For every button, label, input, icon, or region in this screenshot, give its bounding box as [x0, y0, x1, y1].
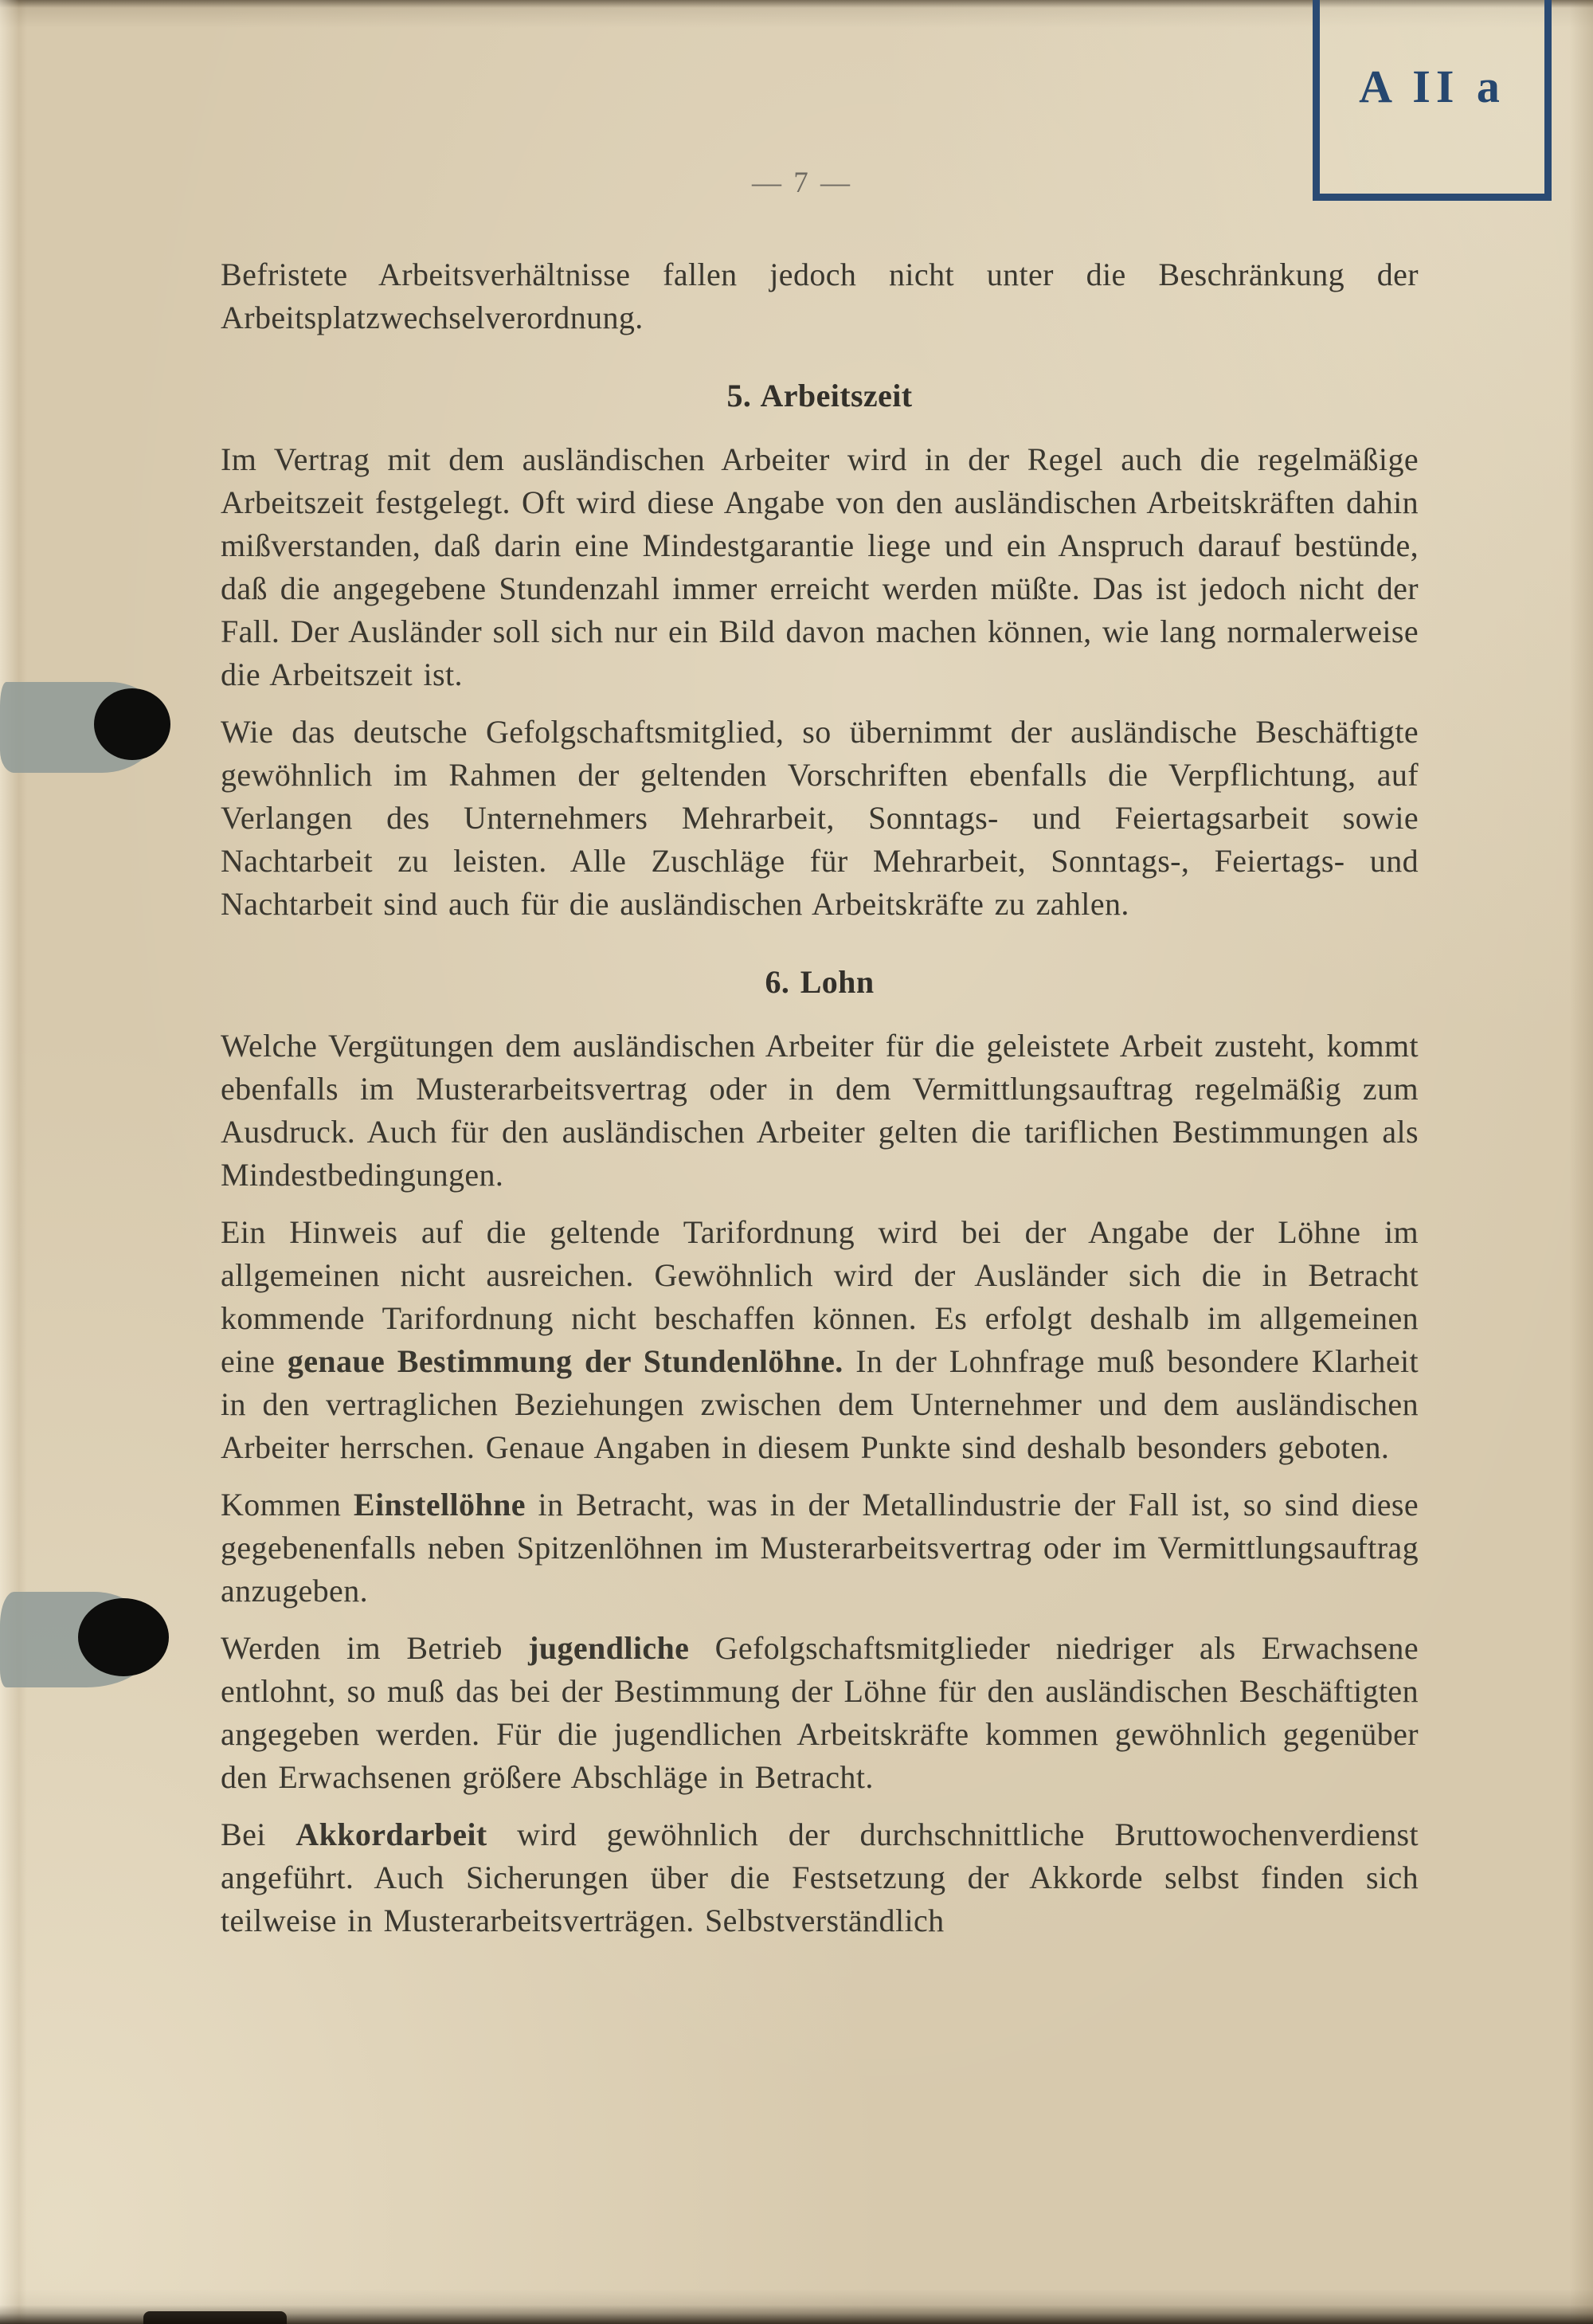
text-run-bold: jugendliche	[528, 1630, 690, 1666]
text-run: Ein Hinweis auf die geltende Tarifordnung wird bei der Angabe der Löhne im allgemeinen nicht ausreichen. Gewöhnlich wird der Ausländer sich die in Betracht kommende Tarifordnung nicht beschaffen können. Es erfolgt deshalb im allgemeinen eine	[221, 1214, 1419, 1379]
classification-label: A II a	[1359, 61, 1505, 112]
text-run-bold: 5. Arbeitszeit	[726, 378, 913, 413]
hole-punch-top	[94, 688, 170, 760]
text-run: Im Vertrag mit dem ausländischen Arbeiter wird in der Regel auch die regelmäßige Arbeitszeit festgelegt. Oft wird diese Angabe von den ausländischen Arbeitskräften dahin mißverstanden, daß darin eine Mindestgarantie liege und ein Anspruch darauf bestünde, daß die angegebene Stundenzahl immer erreicht werden müßte. Das ist jedoch nicht der Fall. Der Ausländer soll sich nur ein Bild davon machen können, wie lang normalerweise die Arbeitszeit ist.	[221, 441, 1419, 692]
section-heading	[221, 374, 1419, 417]
scan-edge-right	[1560, 0, 1593, 2324]
scan-edge-left	[0, 0, 27, 2324]
text-run-bold: Einstellöhne	[353, 1487, 526, 1523]
text-run-bold: Akkordarbeit	[296, 1816, 487, 1852]
paragraph	[221, 1813, 1419, 1942]
page-number: — 7 —	[752, 167, 852, 199]
document-body	[221, 253, 1419, 1957]
text-run: Werden im Betrieb	[221, 1630, 529, 1666]
paragraph	[221, 438, 1419, 696]
text-run: Bei	[221, 1816, 296, 1852]
text-run: in Betracht, was in der Metallindustrie der Fall ist, so sind diese gegebenenfalls neben Spitzenlöhnen im Musterarbeitsvertrag oder im Vermittlungsauftrag anzugeben.	[221, 1487, 1419, 1609]
text-run: wird gewöhnlich der durchschnittliche Bruttowochenverdienst angeführt. Auch Sicherungen über die Festsetzung der Akkorde selbst finden sich teilweise in Musterarbeitsverträgen. Selbstverständlich	[221, 1816, 1419, 1938]
paragraph	[221, 1627, 1419, 1799]
paragraph	[221, 1025, 1419, 1197]
paragraph	[221, 253, 1419, 339]
text-run: Welche Vergütungen dem ausländischen Arbeiter für die geleistete Arbeit zusteht, kommt ebenfalls im Musterarbeitsvertrag oder in dem Vermittlungsauftrag regelmäßig zum Ausdruck. Auch für den ausländischen Arbeiter gelten die tariflichen Bestimmungen als Mindestbedingungen.	[221, 1028, 1419, 1193]
text-run: Befristete Arbeitsverhältnisse fallen jedoch nicht unter die Beschränkung der Arbeitsplatzwechselverordnung.	[221, 257, 1419, 335]
scan-edge-mark	[143, 2311, 287, 2324]
text-run-bold: 6. Lohn	[765, 964, 875, 1000]
text-run: Wie das deutsche Gefolgschaftsmitglied, so übernimmt der ausländische Beschäftigte gewöhnlich im Rahmen der geltenden Vorschriften ebenfalls die Verpflichtung, auf Verlangen des Unternehmers Mehrarbeit, Sonntags- und Feiertagsarbeit sowie Nachtarbeit zu leisten. Alle Zuschläge für Mehrarbeit, Sonntags-, Feiertags- und Nachtarbeit sind auch für die ausländischen Arbeitskräfte zu zahlen.	[221, 714, 1419, 922]
hole-punch-bottom	[78, 1598, 169, 1676]
text-run: In der Lohnfrage muß besondere Klarheit in den vertraglichen Beziehungen zwischen dem Unternehmer und dem ausländischen Arbeiter herrschen. Genaue Angaben in diesem Punkte sind deshalb besonders geboten.	[221, 1343, 1419, 1465]
paragraph	[221, 1211, 1419, 1469]
paragraph	[221, 711, 1419, 926]
paragraph	[221, 1483, 1419, 1613]
section-heading	[221, 961, 1419, 1004]
text-run: Kommen	[221, 1487, 354, 1523]
text-run: Gefolgschaftsmitglieder niedriger als Erwachsene entlohnt, so muß das bei der Bestimmung der Löhne für den ausländischen Beschäftigten angegeben werden. Für die jugendlichen Arbeitskräfte kommen gewöhnlich gegenüber den Erwachsenen größere Abschläge in Betracht.	[221, 1630, 1419, 1795]
text-run-bold: genaue Bestimmung der Stundenlöhne.	[287, 1343, 843, 1379]
